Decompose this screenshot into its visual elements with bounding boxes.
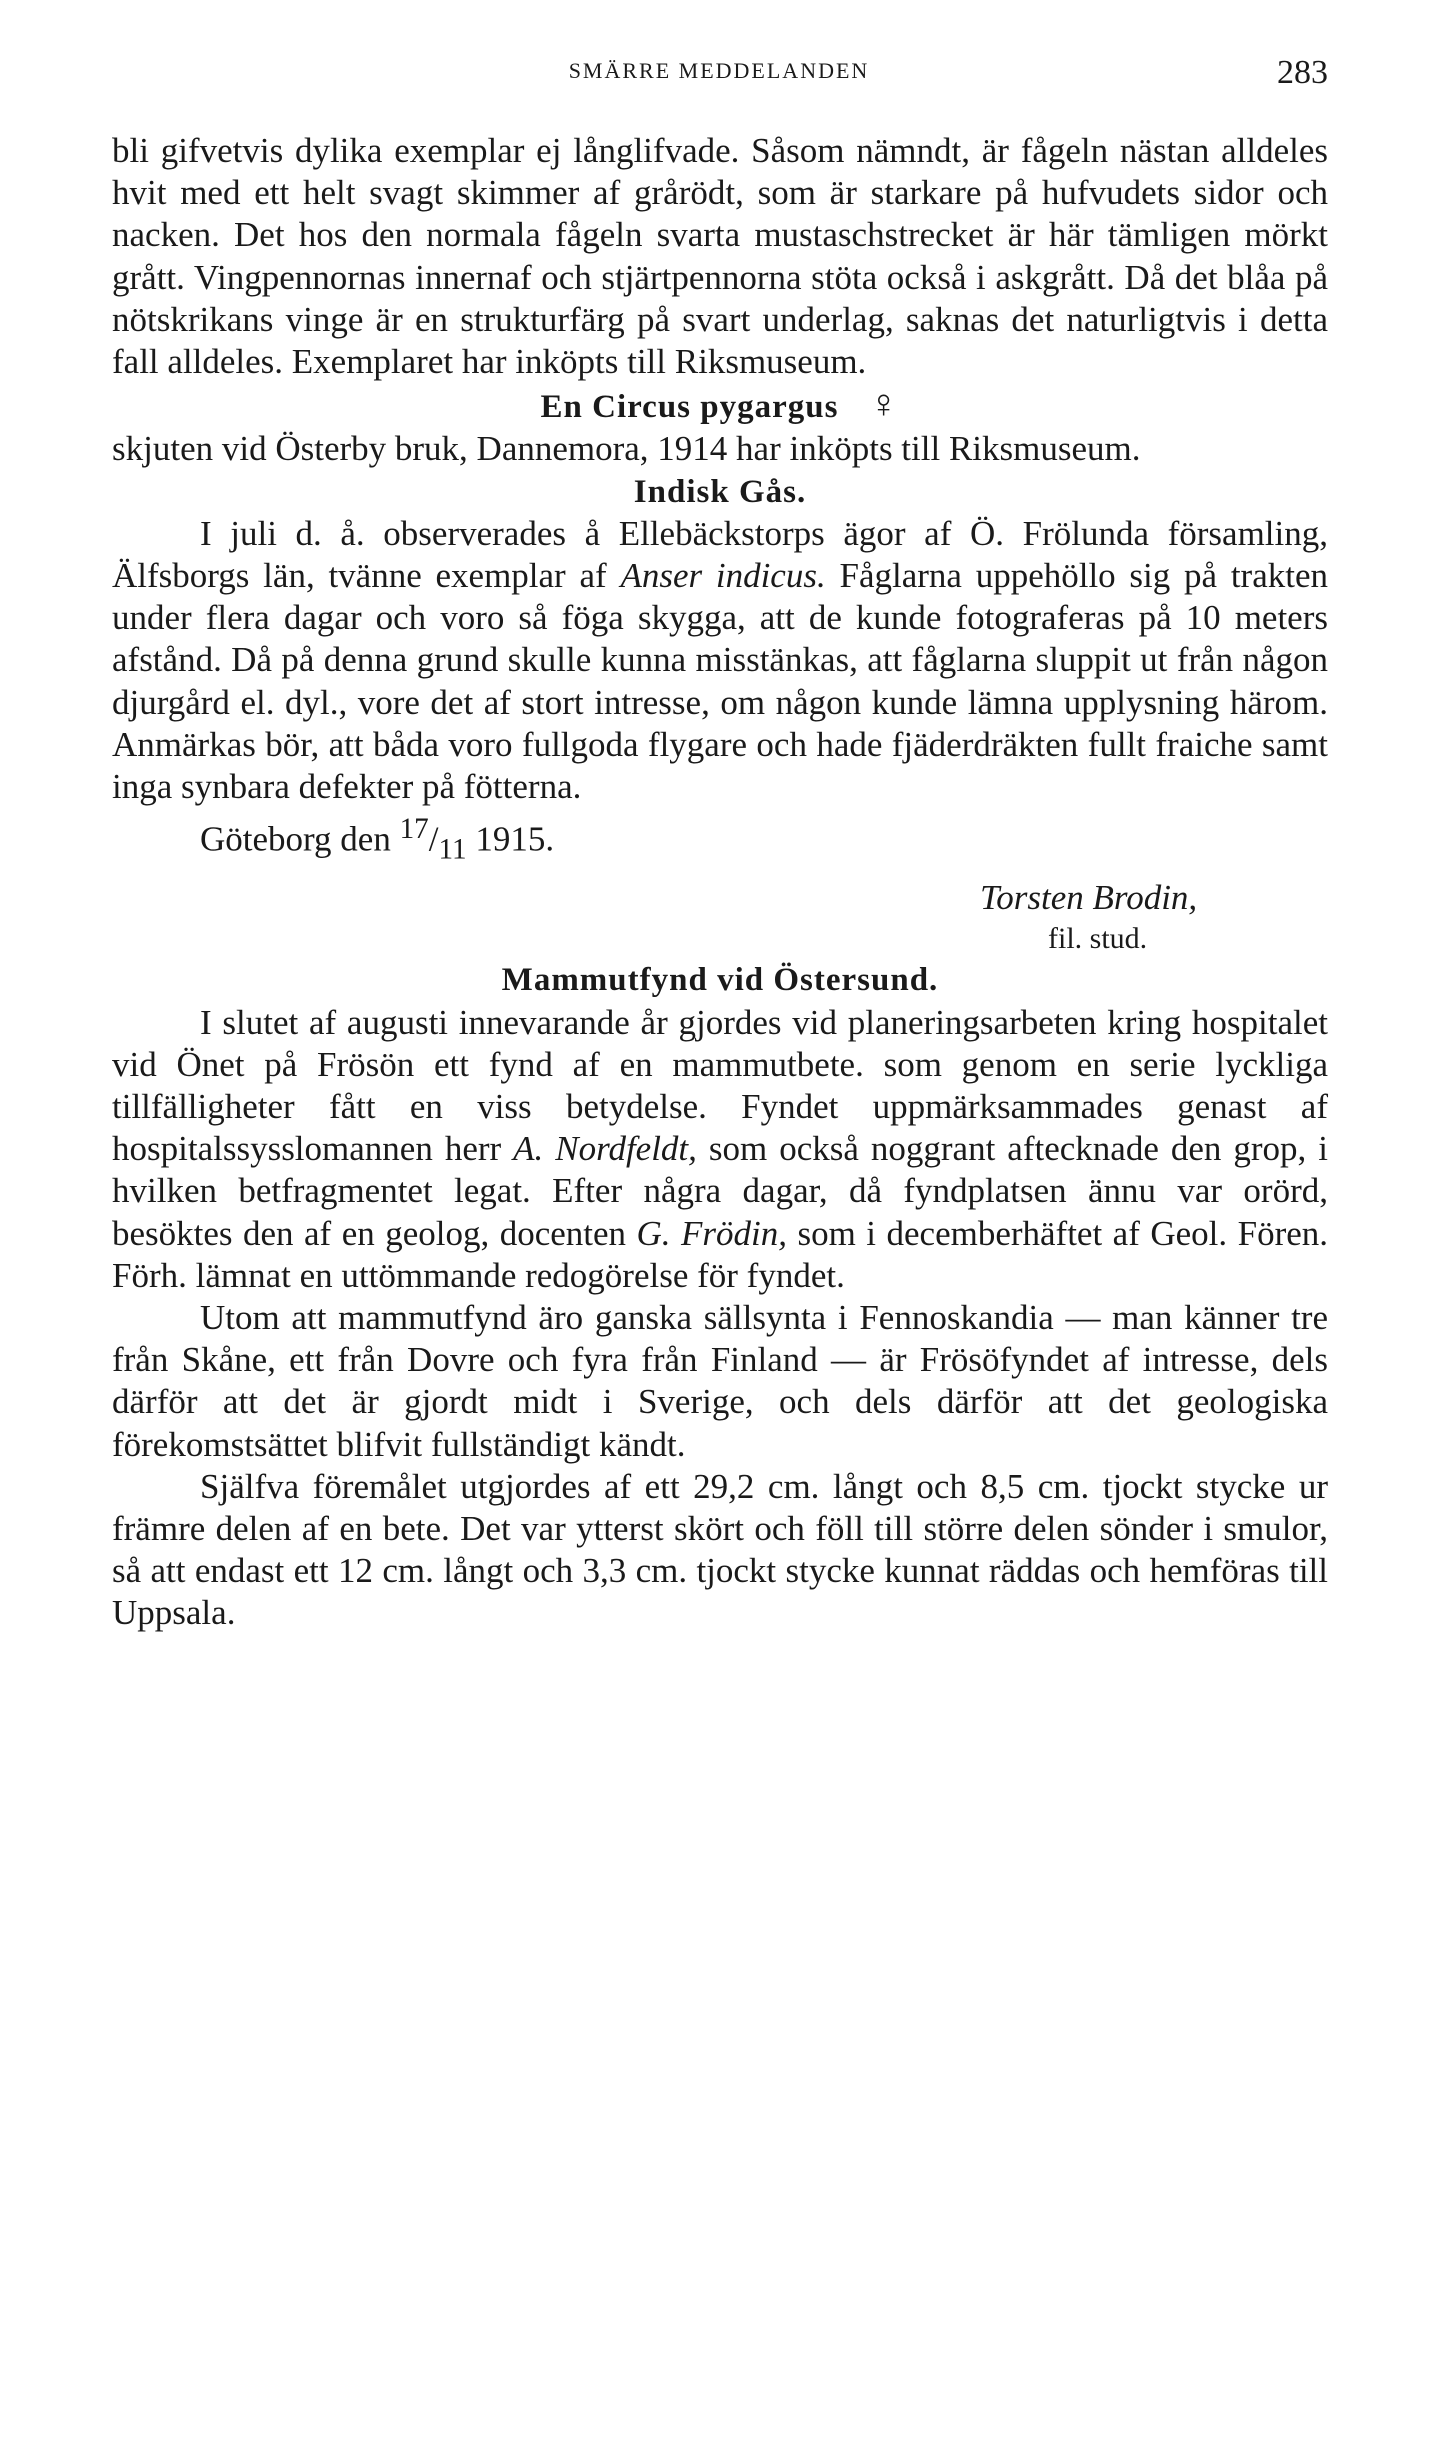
circus-paragraph: skjuten vid Österby bruk, Dannemora, 1914 har inköpts till Riksmuseum. bbox=[112, 429, 1141, 469]
running-head bbox=[0, 54, 1438, 98]
running-title: SMÄRRE MEDDELANDEN bbox=[568, 58, 870, 83]
species-name: Anser indicus. bbox=[620, 556, 826, 596]
date-line: Göteborg den $^{17}/_{11}$ 1915. bbox=[200, 813, 555, 866]
date-month: 11 bbox=[438, 833, 467, 866]
mammut-paragraph-3: Själfva föremålet utgjordes af ett 29,2 cm. långt och 8,5 cm. tjockt stycke ur främre delen af en bete. Det var ytterst skört och föll till större delen sönder i smulor, så att endast ett 12 cm. långt och 3,3 cm. tjockt stycke kunnat räddas och hemföras till Uppsala. bbox=[112, 1466, 1328, 1633]
gas-text-2: Fåglarna uppehöllo sig på trakten under flera dagar och voro så föga skygga, att de kunde fotograferas på 10 meters afstånd. Då på denna grund skulle kunna misstänkas, att fåglarna sluppit ut från någon djurgård el. dyl., vore det af stort intresse, om någon kunde lämna upplysning härom. Anmärkas bör, att båda voro fullgoda flygare och hade fjäderdräkten fullt fraiche samt inga synbara defekter på fötterna. bbox=[112, 556, 1329, 807]
date-day: 17 bbox=[399, 813, 429, 846]
page-number: 283 bbox=[1277, 54, 1328, 91]
opening-paragraph: bli gifvetvis dylika exemplar ej långlifvade. Såsom nämndt, är fågeln nästan alldeles hvit med ett helt svagt skimmer af grårödt, som är starkare på hufvudets sidor och nacken. Det hos den normala fågeln svarta mustaschstrecket är här tämligen mörkt grått. Vingpennornas innernaf och stjärtpennorna stöta också i askgrått. Då det blåa på nötskrikans vinge är en strukturfärg på svart underlag, saknas det naturligtvis i detta fall alldeles. Exemplaret har inköpts till Riksmuseum. bbox=[112, 131, 1328, 382]
signature-name: Torsten Brodin, bbox=[980, 878, 1198, 918]
person-frodin: G. Frödin, bbox=[636, 1213, 787, 1253]
mammut-paragraph-2: Utom att mammutfynd äro ganska sällsynta i Fennoskandia — man känner tre från Skåne, ett från Dovre och fyra från Finland — är Frösöfyndet af intresse, dels därför att det är gjordt midt i Sverige, och dels därför att det geologiska förekomstsättet blifvit fullständigt kändt. bbox=[112, 1297, 1328, 1464]
signature-block bbox=[112, 877, 1328, 959]
person-nordfeldt: A. Nordfeldt, bbox=[513, 1129, 697, 1169]
circus-heading-text: En Circus pygargus bbox=[540, 389, 839, 426]
mammut-paragraph-1 bbox=[112, 1002, 1328, 1297]
gas-text-1: I juli d. å. observerades å Ellebäckstorps ägor af Ö. Frölunda församling, Älfsborgs län, tvänne exemplar af bbox=[112, 513, 1328, 596]
page-body bbox=[112, 130, 1328, 1635]
female-symbol: ♀ bbox=[868, 381, 900, 427]
mammut-p1-b: som också noggrant aftecknade den grop, i hvilken betfragmentet legat. Efter några dagar, då fyndplatsen ännu var orörd, besöktes den af en geolog, docenten bbox=[112, 1129, 1328, 1253]
mammut-p1-c: som i decemberhäftet af Geol. Fören. Förh. lämnat en uttömmande redogörelse för fyndet. bbox=[112, 1213, 1329, 1295]
mammut-heading: Mammutfynd vid Östersund. bbox=[501, 962, 939, 999]
date-year: 1915. bbox=[475, 819, 555, 859]
mammut-p1-a: I slutet af augusti innevarande år gjordes vid planeringsarbeten kring hospitalet vid Önet på Frösön ett fynd af en mammutbete. som genom en serie lyckliga tillfälligheter fått en viss betydelse. Fyndet uppmärksammades genast af hospitalssysslomannen herr bbox=[112, 1002, 1328, 1169]
gas-heading: Indisk Gås. bbox=[633, 473, 807, 510]
gas-paragraph bbox=[112, 513, 1328, 808]
date-prefix: Göteborg den bbox=[200, 819, 400, 859]
circus-heading bbox=[112, 383, 1328, 428]
signature-title: fil. stud. bbox=[1048, 922, 1148, 956]
